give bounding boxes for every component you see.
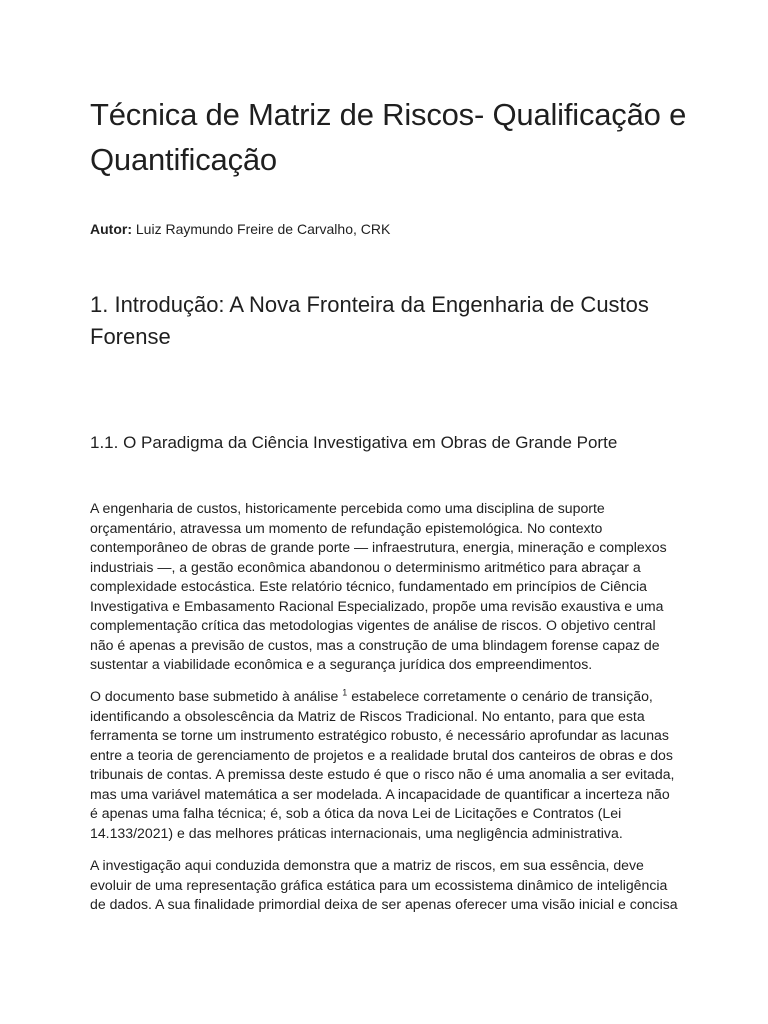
section-1-heading: 1. Introdução: A Nova Fronteira da Engenharia de Custos Forense <box>90 292 649 349</box>
paragraph-3: A investigação aqui conduzida demonstra que a matriz de riscos, em sua essência, deve evoluir de uma representação gráfica estática para um ecossistema dinâmico de inteligência de dados. A sua finalidade primordial deixa de ser apenas oferecer uma visão inicial e concisa <box>90 857 678 912</box>
author-label: Autor: <box>90 221 132 237</box>
author-line <box>90 220 390 238</box>
section-1-1-heading: 1.1. O Paradigma da Ciência Investigativa em Obras de Grande Porte <box>90 433 618 452</box>
paragraph-2-start: O documento base submetido à análise <box>90 688 343 704</box>
footnote-reference[interactable]: 1 <box>342 687 348 698</box>
document-title: Técnica de Matriz de Riscos- Qualificação e Quantificação <box>90 97 687 177</box>
author-name: Luiz Raymundo Freire de Carvalho, CRK <box>132 221 391 237</box>
paragraph-2 <box>90 687 680 843</box>
paragraph-1: A engenharia de custos, historicamente percebida como uma disciplina de suporte orçamentário, atravessa um momento de refundação epistemológica. No contexto contemporâneo de obras de grande porte — infraestrutura, energia, mineração e complexos industriais —, a gestão econômica abandonou o determinismo aritmético para abraçar a complexidade estocástica. Este relatório técnico, fundamentado em princípios de Ciência Investigativa e Embasamento Racional Especializado, propõe uma revisão exaustiva e uma complementação crítica das metodologias vigentes de análise de riscos. O objetivo central não é apenas a previsão de custos, mas a construção de uma blindagem forense capaz de sustentar a viabilidade econômica e a segurança jurídica dos empreendimentos. <box>90 500 667 672</box>
paragraph-2-rest: estabelece corretamente o cenário de transição, identificando a obsolescência da Matriz de Riscos Tradicional. No entanto, para que esta ferramenta se torne um instrumento estratégico robusto, é necessário aprofundar as lacunas entre a teoria de gerenciamento de projetos e a realidade brutal dos canteiros de obras e dos tribunais de contas. A premissa deste estudo é que o risco não é uma anomalia a ser evitada, mas uma variável matemática a ser modelada. A incapacidade de quantificar a incerteza não é apenas uma falha técnica; é, sob a ótica da nova Lei de Licitações e Contratos (Lei 14.133/2021) e das melhores práticas internacionais, uma negligência administrativa. <box>90 688 675 841</box>
